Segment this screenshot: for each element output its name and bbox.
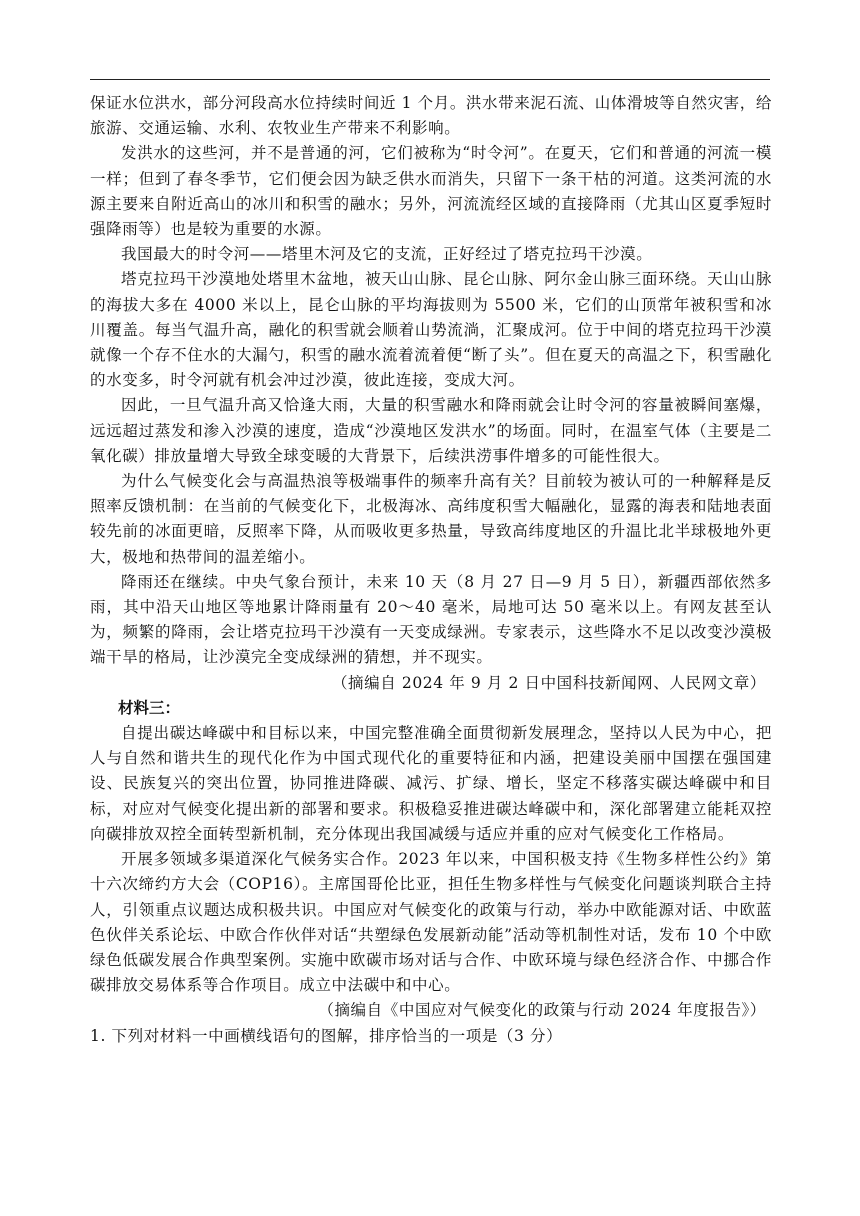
source-citation: （摘编自《中国应对气候变化的政策与行动 2024 年度报告》） bbox=[318, 1001, 766, 1020]
paragraph: 开展多领域多渠道深化气候务实合作。2023 年以来，中国积极支持《生物多样性公约》第十六次缔约方大会（COP16）。主席国哥伦比亚，担任生物多样性与气候变化问题谈判联合主持人，引领重点议题达成积极共识。中国应对气候变化的政策与行动，举办中欧能源对话、中欧蓝色伙伴关系论坛、中欧合作伙伴对话“共塑绿色发展新动能”活动等机制性对话，发布 10 个中欧绿色低碳发展合作典型案例。实施中欧碳市场对话与合作、中欧环境与绿色经济合作、中挪合作碳排放交易体系等合作项目。成立中法碳中和中心。 bbox=[90, 850, 772, 995]
paragraph: 为什么气候变化会与高温热浪等极端事件的频率升高有关？目前较为被认可的一种解释是反照率反馈机制：在当前的气候变化下，北极海冰、高纬度积雪大幅融化，显露的海表和陆地表面较先前的冰面更暗，反照率下降，从而吸收更多热量，导致高纬度地区的升温比北半球极地外更大，极地和热带间的温差缩小。 bbox=[90, 472, 772, 566]
document-body bbox=[90, 91, 772, 1049]
paragraph: 我国最大的时令河——塔里木河及它的支流，正好经过了塔克拉玛干沙漠。 bbox=[121, 245, 653, 264]
question-prompt: 1. 下列对材料一中画横线语句的图解，排序恰当的一项是（3 分） bbox=[90, 1026, 563, 1045]
paragraph: 保证水位洪水，部分河段高水位持续时间近 1 个月。洪水带来泥石流、山体滑坡等自然灾害，给旅游、交通运输、水利、农牧业生产带来不利影响。 bbox=[90, 94, 772, 138]
paragraph: 发洪水的这些河，并不是普通的河，它们被称为“时令河”。在夏天，它们和普通的河流一模一样；但到了春冬季节，它们便会因为缺乏供水而消失，只留下一条干枯的河道。这类河流的水源主要来自附近高山的冰川和积雪的融水；另外，河流流经区域的直接降雨（尤其山区夏季短时强降雨等）也是较为重要的水源。 bbox=[90, 144, 772, 239]
paragraph: 因此，一旦气温升高又恰逢大雨，大量的积雪融水和降雨就会让时令河的容量被瞬间塞爆，远远超过蒸发和渗入沙漠的速度，造成“沙漠地区发洪水”的场面。同时，在温室气体（主要是二氧化碳）排放量增大导致全球变暖的大背景下，后续洪涝事件增多的可能性很大。 bbox=[90, 396, 772, 465]
source-citation: （摘编自 2024 年 9 月 2 日中国科技新闻网、人民网文章） bbox=[331, 673, 766, 692]
paragraph: 塔克拉玛干沙漠地处塔里木盆地，被天山山脉、昆仑山脉、阿尔金山脉三面环绕。天山山脉的海拔大多在 4000 米以上，昆仑山脉的平均海拔则为 5500 米，它们的山顶常年被积雪和冰川覆盖。每当气温升高，融化的积雪就会顺着山势流淌，汇聚成河。位于中间的塔克拉玛干沙漠就像一个存不住水的大漏勺，积雪的融水流着流着便“断了头”。但在夏天的高温之下，积雪融化的水变多，时令河就有机会冲过沙漠，彼此连接，变成大河。 bbox=[90, 270, 772, 390]
header-rule bbox=[90, 79, 770, 80]
section-heading: 材料三： bbox=[118, 698, 181, 717]
paragraph: 降雨还在继续。中央气象台预计，未来 10 天（8 月 27 日—9 月 5 日），新疆西部依然多雨，其中沿天山地区等地累计降雨量有 20～40 毫米，局地可达 50 毫米以上。有网友甚至认为，频繁的降雨，会让塔克拉玛干沙漠有一天变成绿洲。专家表示，这些降水不足以改变沙漠极端干旱的格局，让沙漠完全变成绿洲的猜想，并不现实。 bbox=[90, 572, 772, 667]
paragraph: 自提出碳达峰碳中和目标以来，中国完整准确全面贯彻新发展理念，坚持以人民为中心，把人与自然和谐共生的现代化作为中国式现代化的重要特征和内涵，把建设美丽中国摆在强国建设、民族复兴的突出位置，协同推进降碳、减污、扩绿、增长，坚定不移落实碳达峰碳中和目标，对应对气候变化提出新的部署和要求。积极稳妥推进碳达峰碳中和，深化部署建立能耗双控向碳排放双控全面转型新机制，充分体现出我国减缓与适应并重的应对气候变化工作格局。 bbox=[90, 724, 772, 843]
